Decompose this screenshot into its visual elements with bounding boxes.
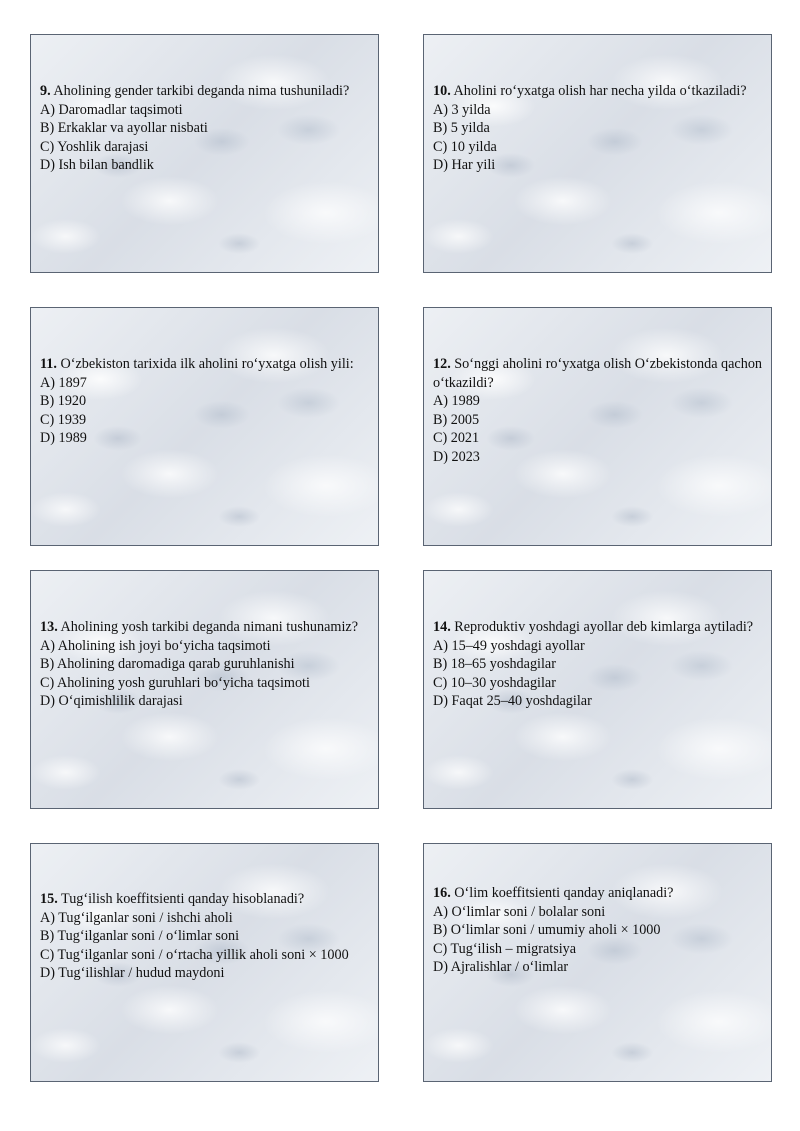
- question-prompt: Tug‘ilish koeffitsienti qanday hisoblanadi?: [61, 891, 305, 907]
- option-c: C) Yoshlik darajasi: [40, 138, 149, 155]
- question-prompt: O‘zbekiston tarixida ilk aholini ro‘yxatga olish yili:: [60, 356, 354, 372]
- question-prompt: Aholini ro‘yxatga olish har necha yilda o‘tkaziladi?: [453, 83, 747, 99]
- option-a: A) Daromadlar taqsimoti: [40, 101, 183, 118]
- question-card-11: [30, 307, 379, 546]
- question-body: [40, 82, 370, 175]
- question-number: 16.: [433, 885, 451, 901]
- question-body: [40, 890, 370, 983]
- question-card-9: [30, 34, 379, 273]
- question-prompt: Aholining yosh tarkibi deganda nimani tushunamiz?: [60, 619, 358, 635]
- question-number: 14.: [433, 619, 451, 635]
- question-body: [40, 355, 370, 448]
- option-d: D) Ish bilan bandlik: [40, 157, 154, 174]
- option-c: C) 2021: [433, 430, 480, 447]
- question-prompt: So‘nggi aholini ro‘yxatga olish O‘zbekistonda qachon o‘tkazildi?: [433, 356, 763, 391]
- question-number: 11.: [40, 356, 57, 372]
- question-number: 9.: [40, 83, 51, 99]
- question-text: [433, 355, 763, 392]
- option-d: D) 1989: [40, 430, 87, 447]
- option-a: A) Tug‘ilganlar soni / ishchi aholi: [40, 909, 233, 926]
- question-card-15: [30, 843, 379, 1082]
- question-card-14: [423, 570, 772, 809]
- question-text: [433, 618, 763, 637]
- option-d: D) Faqat 25–40 yoshdagilar: [433, 693, 592, 710]
- option-d: D) Ajralishlar / o‘limlar: [433, 959, 569, 976]
- option-c: C) Aholining yosh guruhlari bo‘yicha taqsimoti: [40, 674, 310, 691]
- option-b: B) 18–65 yoshdagilar: [433, 656, 556, 673]
- option-b: B) Erkaklar va ayollar nisbati: [40, 120, 208, 137]
- question-body: [433, 82, 763, 175]
- question-card-16: [423, 843, 772, 1082]
- question-number: 12.: [433, 356, 451, 372]
- option-a: A) 3 yilda: [433, 101, 491, 118]
- option-c: C) 10–30 yoshdagilar: [433, 674, 556, 691]
- question-prompt: Reproduktiv yoshdagi ayollar deb kimlarga aytiladi?: [454, 619, 754, 635]
- option-b: B) O‘limlar soni / umumiy aholi × 1000: [433, 922, 661, 939]
- question-card-13: [30, 570, 379, 809]
- option-c: C) Tug‘ilish – migratsiya: [433, 940, 577, 957]
- option-b: B) 5 yilda: [433, 120, 490, 137]
- question-text: [40, 890, 370, 909]
- question-text: [40, 82, 370, 101]
- question-body: [433, 884, 763, 977]
- option-c: C) Tug‘ilganlar soni / o‘rtacha yillik aholi soni × 1000: [40, 946, 349, 963]
- option-c: C) 10 yilda: [433, 138, 497, 155]
- option-d: D) O‘qimishlilik darajasi: [40, 693, 183, 710]
- question-body: [433, 355, 763, 467]
- question-body: [40, 618, 370, 711]
- question-number: 13.: [40, 619, 58, 635]
- question-number: 10.: [433, 83, 451, 99]
- option-c: C) 1939: [40, 411, 87, 428]
- question-text: [40, 618, 370, 637]
- question-body: [433, 618, 763, 711]
- question-prompt: O‘lim koeffitsienti qanday aniqlanadi?: [454, 885, 674, 901]
- option-a: A) O‘limlar soni / bolalar soni: [433, 903, 606, 920]
- question-card-10: [423, 34, 772, 273]
- option-b: B) 1920: [40, 393, 87, 410]
- option-a: A) 15–49 yoshdagi ayollar: [433, 637, 585, 654]
- option-b: B) 2005: [433, 411, 480, 428]
- option-d: D) 2023: [433, 448, 480, 465]
- question-text: [433, 82, 763, 101]
- question-prompt: Aholining gender tarkibi deganda nima tushuniladi?: [53, 83, 350, 99]
- option-a: A) 1989: [433, 393, 480, 410]
- option-b: B) Tug‘ilganlar soni / o‘limlar soni: [40, 928, 240, 945]
- question-number: 15.: [40, 891, 58, 907]
- option-d: D) Tug‘ilishlar / hudud maydoni: [40, 965, 225, 982]
- option-a: A) 1897: [40, 374, 87, 391]
- question-text: [433, 884, 763, 903]
- option-b: B) Aholining daromadiga qarab guruhlanishi: [40, 656, 295, 673]
- question-text: [40, 355, 370, 374]
- question-card-12: [423, 307, 772, 546]
- option-d: D) Har yili: [433, 157, 496, 174]
- option-a: A) Aholining ish joyi bo‘yicha taqsimoti: [40, 637, 271, 654]
